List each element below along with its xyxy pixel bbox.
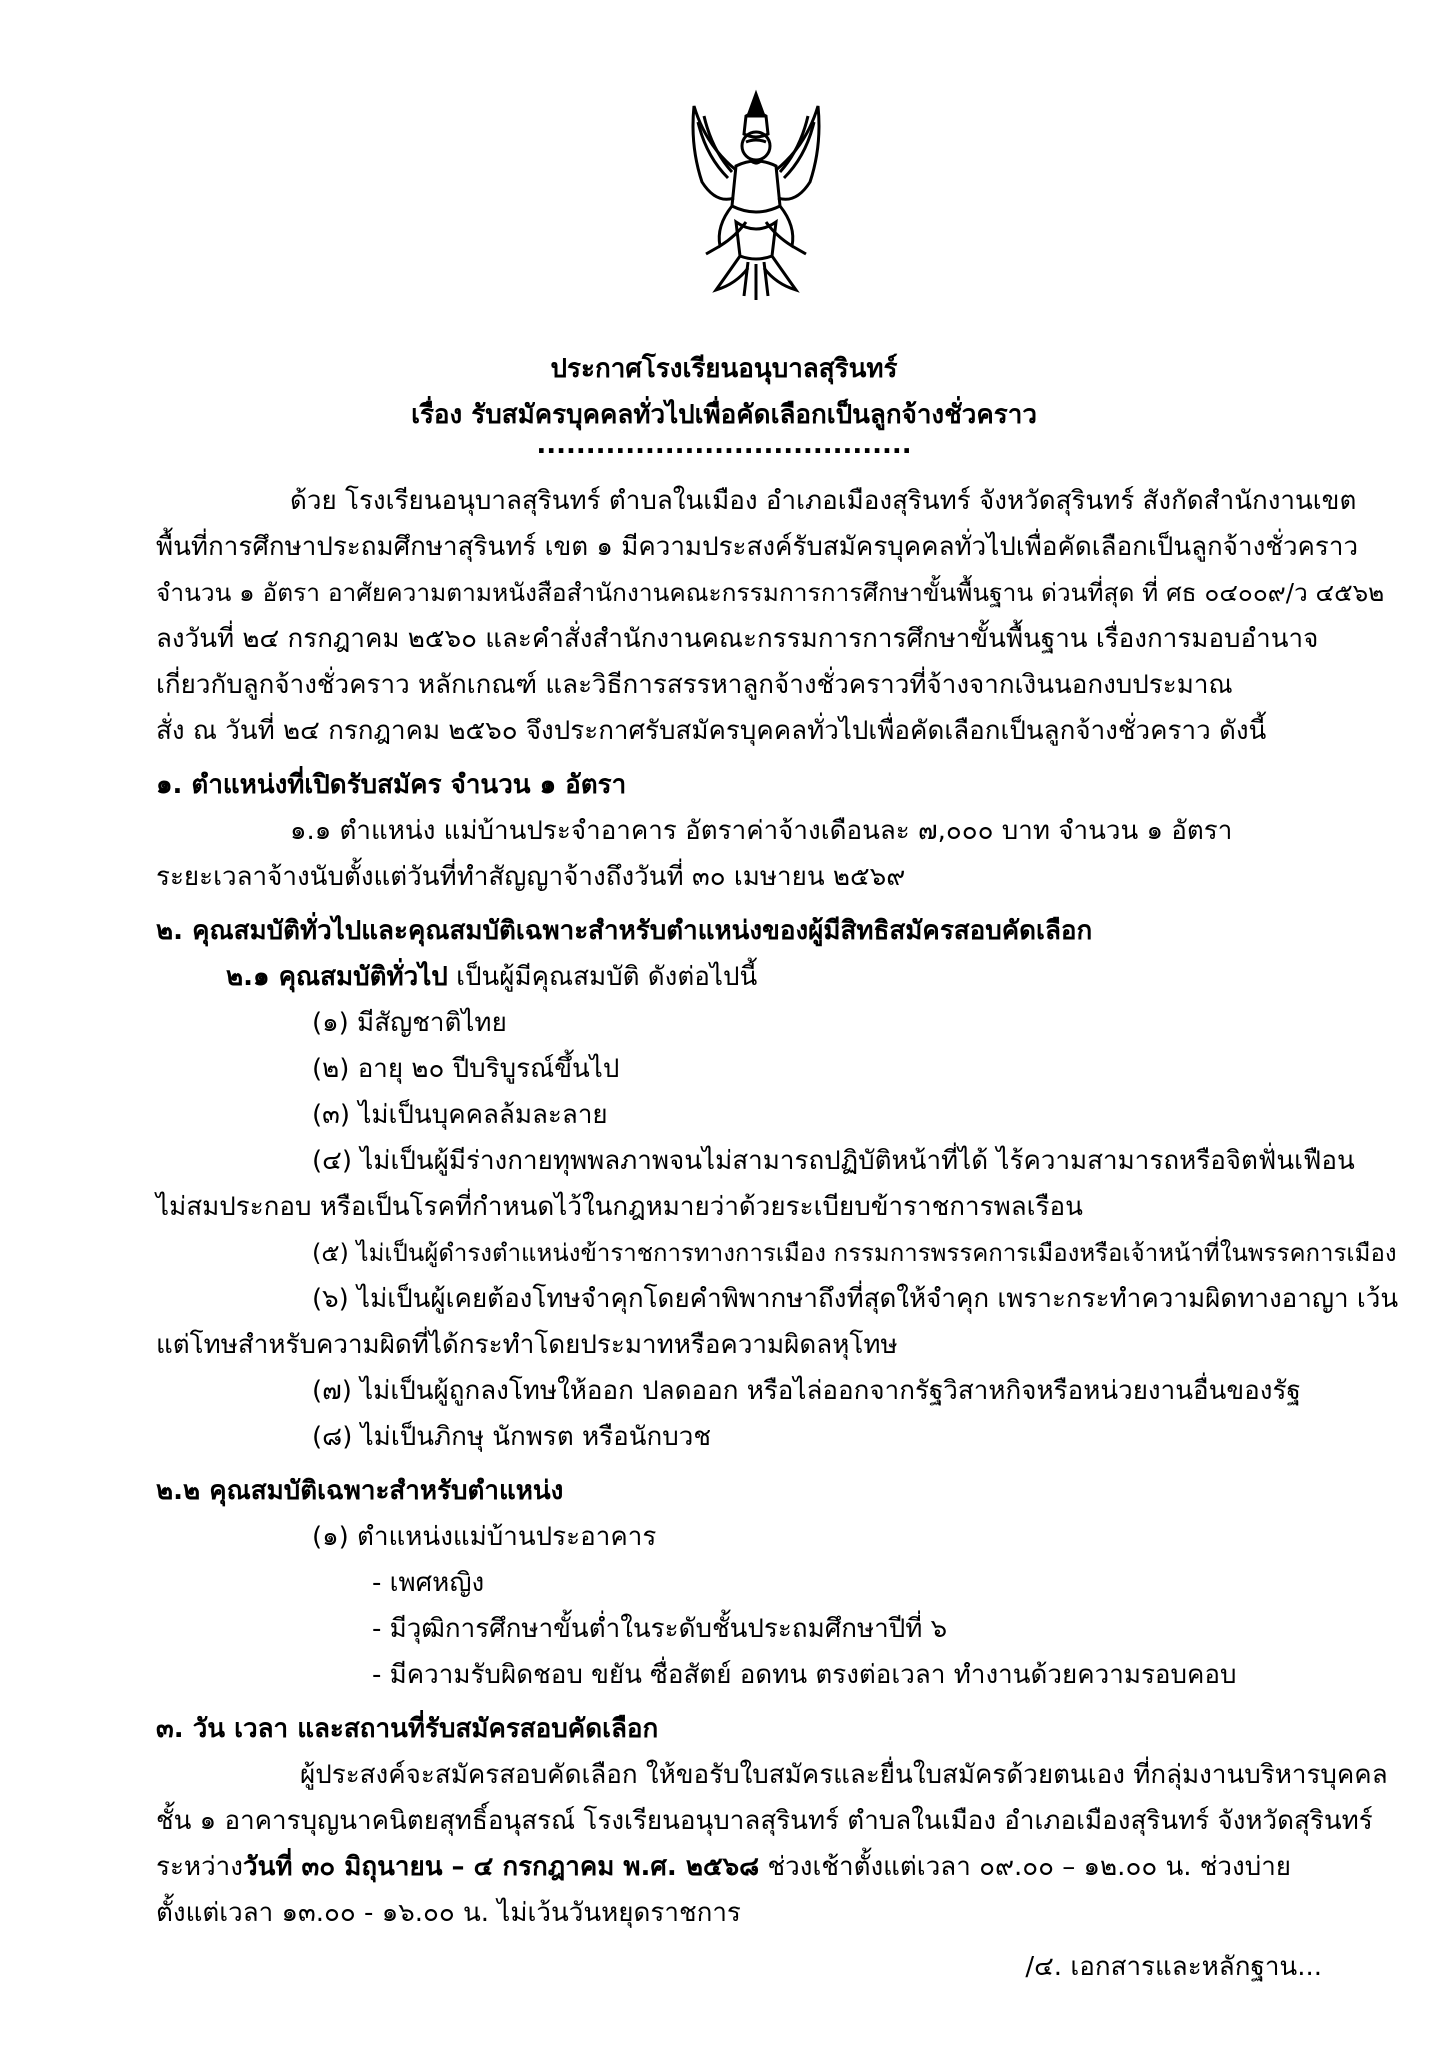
section-1-heading: ๑. ตำแหน่งที่เปิดรับสมัคร จำนวน ๑ อัตรา	[156, 770, 627, 800]
garuda-emblem	[676, 86, 836, 304]
intro-line-3: จำนวน ๑ อัตรา อาศัยความตามหนังสือสำนักงานคณะกรรมการการศึกษาขั้นพื้นฐาน ด่วนที่สุด ที่ ศธ ๐๔๐๐๙/ว ๔๕๖๒	[156, 578, 1385, 607]
section-2-heading: ๒. คุณสมบัติทั่วไปและคุณสมบัติเฉพาะสำหรับตำแหน่งของผู้มีสิทธิสมัครสอบคัดเลือก	[156, 916, 1093, 946]
section-2-2-heading: ๒.๒ คุณสมบัติเฉพาะสำหรับตำแหน่ง	[156, 1476, 564, 1506]
position-item-1: (๑) ตำแหน่งแม่บ้านประอาคาร	[312, 1522, 657, 1552]
intro-line-4: ลงวันที่ ๒๔ กรกฎาคม ๒๕๖๐ และคำสั่งสำนักงานคณะกรรมการการศึกษาขั้นพื้นฐาน เรื่องการมอบอำนาจ	[156, 624, 1319, 654]
qualification-3: (๓) ไม่เป็นบุคคลล้มละลาย	[312, 1100, 608, 1130]
announcement-subject: เรื่อง รับสมัครบุคคลทั่วไปเพื่อคัดเลือกเป็นลูกจ้างชั่วคราว	[411, 400, 1037, 430]
intro-line-2: พื้นที่การศึกษาประถมศึกษาสุรินทร์ เขต ๑ มีความประสงค์รับสมัครบุคคลทั่วไปเพื่อคัดเลือกเป็นลูกจ้างชั่วคราว	[156, 532, 1359, 562]
intro-line-1: ด้วย โรงเรียนอนุบาลสุรินทร์ ตำบลในเมือง อำเภอเมืองสุรินทร์ จังหวัดสุรินทร์ สังกัดสำนักงานเขต	[290, 486, 1357, 516]
section-3-line-4: ตั้งแต่เวลา ๑๓.๐๐ - ๑๖.๐๐ น. ไม่เว้นวันหยุดราชการ	[156, 1898, 741, 1928]
qualification-1: (๑) มีสัญชาติไทย	[312, 1008, 507, 1038]
section-2-1-rest: เป็นผู้มีคุณสมบัติ ดังต่อไปนี้	[447, 962, 758, 992]
intro-line-6: สั่ง ณ วันที่ ๒๔ กรกฎาคม ๒๕๖๐ จึงประกาศรับสมัครบุคคลทั่วไปเพื่อคัดเลือกเป็นลูกจ้างชั่วคราว ดังนี้	[156, 716, 1267, 746]
qualification-6b: แต่โทษสำหรับความผิดที่ได้กระทำโดยประมาทหรือความผิดลหุโทษ	[156, 1330, 898, 1360]
section-3-line-3-pre: ระหว่าง	[156, 1852, 243, 1882]
application-dates: วันที่ ๓๐ มิถุนายน – ๔ กรกฎาคม พ.ศ. ๒๕๖๘	[242, 1852, 760, 1882]
qualification-4a: (๔) ไม่เป็นผู้มีร่างกายทุพพลภาพจนไม่สามารถปฏิบัติหน้าที่ได้ ไร้ความสามารถหรือจิตฟั่นเฟือน	[312, 1146, 1355, 1176]
section-2-1-heading	[226, 960, 757, 994]
announcement-title: ประกาศโรงเรียนอนุบาลสุรินทร์	[550, 354, 898, 384]
qualification-2: (๒) อายุ ๒๐ ปีบริบูรณ์ขึ้นไป	[312, 1054, 620, 1084]
title-separator: ......................................	[536, 430, 912, 460]
section-3-line-1: ผู้ประสงค์จะสมัครสอบคัดเลือก ให้ขอรับใบสมัครและยื่นใบสมัครด้วยตนเอง ที่กลุ่มงานบริหารบุคคล	[300, 1760, 1388, 1790]
qualification-7: (๗) ไม่เป็นผู้ถูกลงโทษให้ออก ปลดออก หรือไล่ออกจากรัฐวิสาหกิจหรือหน่วยงานอื่นของรัฐ	[312, 1376, 1301, 1406]
qualification-6a: (๖) ไม่เป็นผู้เคยต้องโทษจำคุกโดยคำพิพากษาถึงที่สุดให้จำคุก เพราะกระทำความผิดทางอาญา เว้น	[312, 1284, 1399, 1314]
section-3-line-2: ชั้น ๑ อาคารบุญนาคนิตยสุทธิ์อนุสรณ์ โรงเรียนอนุบาลสุรินทร์ ตำบลในเมือง อำเภอเมืองสุรินทร์ จังหวัดสุรินทร์	[156, 1806, 1373, 1836]
qualification-5: (๕) ไม่เป็นผู้ดำรงตำแหน่งข้าราชการทางการเมือง กรรมการพรรคการเมืองหรือเจ้าหน้าที่ในพรรคการเมือง	[312, 1239, 1397, 1267]
section-3-heading: ๓. วัน เวลา และสถานที่รับสมัครสอบคัดเลือก	[156, 1714, 659, 1744]
qualification-8: (๘) ไม่เป็นภิกษุ นักพรต หรือนักบวช	[312, 1422, 712, 1452]
section-3-line-3	[156, 1850, 1291, 1884]
section-3-line-3-post: ช่วงเช้าตั้งแต่เวลา ๐๙.๐๐ – ๑๒.๐๐ น. ช่วงบ่าย	[759, 1852, 1292, 1882]
position-req-traits: - มีความรับผิดชอบ ขยัน ซื่อสัตย์ อดทน ตรงต่อเวลา ทำงานด้วยความรอบคอบ	[372, 1660, 1237, 1690]
section-1-line-1: ๑.๑ ตำแหน่ง แม่บ้านประจำอาคาร อัตราค่าจ้างเดือนละ ๗,๐๐๐ บาท จำนวน ๑ อัตรา	[290, 816, 1233, 846]
position-req-education: - มีวุฒิการศึกษาขั้นต่ำในระดับชั้นประถมศึกษาปีที่ ๖	[372, 1614, 948, 1644]
continuation-note: /๔. เอกสารและหลักฐาน...	[1025, 1952, 1322, 1982]
section-1-line-2: ระยะเวลาจ้างนับตั้งแต่วันที่ทำสัญญาจ้างถึงวันที่ ๓๐ เมษายน ๒๕๖๙	[156, 862, 906, 892]
intro-line-5: เกี่ยวกับลูกจ้างชั่วคราว หลักเกณฑ์ และวิธีการสรรหาลูกจ้างชั่วคราวที่จ้างจากเงินนอกงบประมาณ	[156, 670, 1233, 700]
position-req-gender: - เพศหญิง	[372, 1568, 485, 1598]
qualification-4b: ไม่สมประกอบ หรือเป็นโรคที่กำหนดไว้ในกฎหมายว่าด้วยระเบียบข้าราชการพลเรือน	[156, 1192, 1083, 1222]
section-2-1-label: ๒.๑ คุณสมบัติทั่วไป	[226, 962, 448, 992]
